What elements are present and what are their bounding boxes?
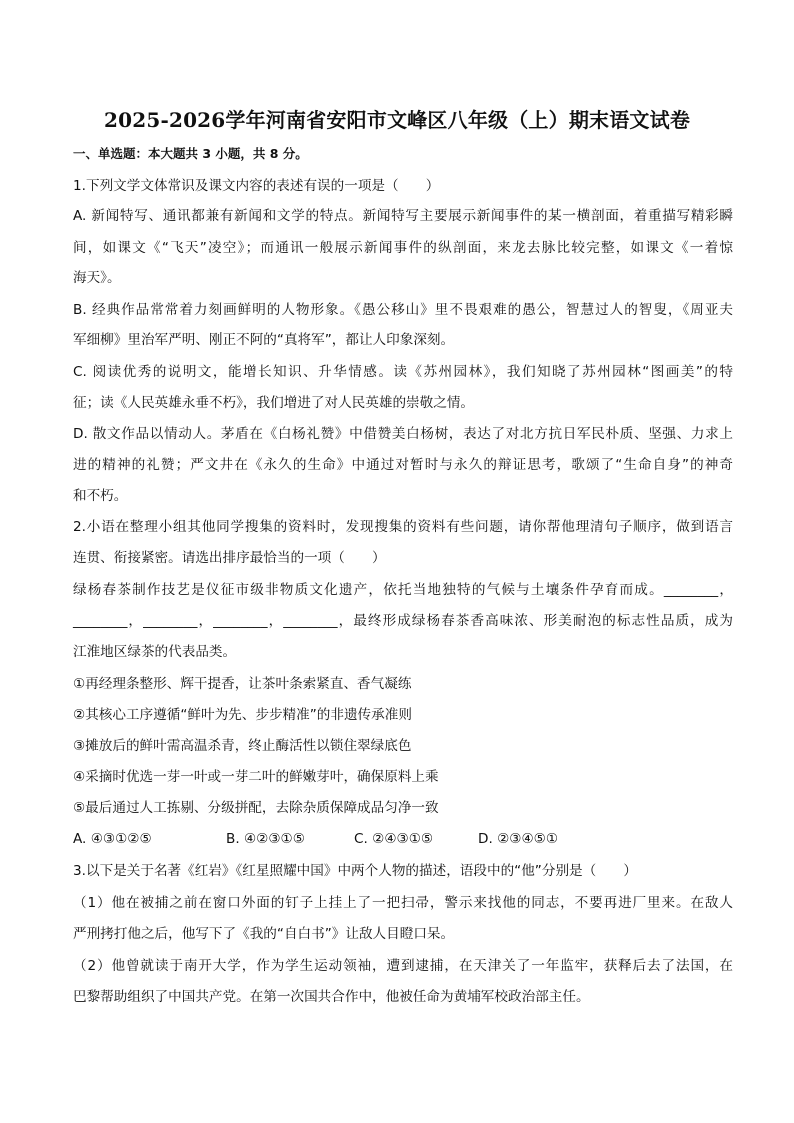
q1-option-b-line: B. 经典作品常常着力刻画鲜明的人物形象。《愚公移山》里不畏艰难的愚公，智慧过人的智叟，《周亚夫 [73, 302, 733, 318]
q2-option-a: A. ④③①②⑤ [73, 831, 152, 847]
section-heading: 一、单选题：本大题共 3 小题，共 8 分。 [73, 146, 308, 161]
q2-item: ⑤最后通过人工拣剔、分级拼配，去除杂质保障成品匀净一致 [73, 800, 439, 816]
q3-paragraph-1-line: 严刑拷打他之后，他写下了《我的“自白书”》让敌人目瞪口呆。 [73, 926, 455, 942]
q2-passage-line: 江淮地区绿茶的代表品类。 [73, 644, 237, 660]
q1-option-a-line: 间，如课文《“飞天”凌空》；而通讯一般展示新闻事件的纵剖面，来龙去脉比较完整，如课文《一着惊 [73, 240, 733, 256]
q2-option-b: B. ④②③①⑤ [226, 831, 305, 847]
q2-item: ①再经理条整形、辉干提香，让茶叶条索紧直、香气凝练 [73, 676, 412, 692]
q1-option-c-line: 征；读《人民英雄永垂不朽》，我们增进了对人民英雄的崇敬之情。 [73, 395, 475, 411]
q2-item: ②其核心工序遵循“鲜叶为先、步步精准”的非遗传承准则 [73, 707, 412, 723]
q2-item: ③摊放后的鲜叶需高温杀青，终止酶活性以锁住翠绿底色 [73, 738, 412, 754]
q3-stem: 3.以下是关于名著《红岩》《红星照耀中国》中两个人物的描述，语段中的“他”分别是（ ） [73, 863, 638, 879]
exam-title: 2025-2026学年河南省安阳市文峰区八年级（上）期末语文试卷 [103, 108, 691, 132]
q2-stem-line: 2.小语在整理小组其他同学搜集的资料时，发现搜集的资料有些问题，请你帮他理清句子顺序，做到语言 [73, 519, 733, 535]
q1-option-d-line: 和不朽。 [73, 488, 128, 504]
q1-stem: 1.下列文学文体常识及课文内容的表述有误的一项是（ ） [73, 178, 440, 194]
q1-option-d-line: D. 散文作品以情动人。茅盾在《白杨礼赞》中借赞美白杨树，表达了对北方抗日军民朴质、坚强、力求上 [73, 426, 733, 442]
q3-paragraph-2-line: （2）他曾就读于南开大学，作为学生运动领袖，遭到逮捕，在天津关了一年监牢，获释后去了法国，在 [73, 958, 733, 974]
q3-paragraph-2-line: 巴黎帮助组织了中国共产党。在第一次国共合作中，他被任命为黄埔军校政治部主任。 [73, 989, 590, 1005]
q3-paragraph-1-line: （1）他在被捕之前在窗口外面的钉子上挂上了一把扫帚，警示来找他的同志，不要再进厂里来。在敌人 [73, 895, 733, 911]
q1-option-b-line: 军细柳》里治军严明、刚正不阿的“真将军”，都让人印象深刻。 [73, 332, 455, 348]
q2-option-c: C. ②④③①⑤ [354, 831, 434, 847]
q2-option-d: D. ②③④⑤① [478, 831, 559, 847]
q1-option-d-line: 进的精神的礼赞；严文井在《永久的生命》中通过对暂时与永久的辩证思考，歌颂了“生命自身”的神奇 [73, 457, 733, 473]
q2-stem-line: 连贯、衔接紧密。请选出排序最恰当的一项（ ） [73, 550, 386, 566]
q1-option-a-line: 海天》。 [73, 270, 121, 286]
q1-option-a-line: A. 新闻特写、通讯都兼有新闻和文学的特点。新闻特写主要展示新闻事件的某一横剖面，着重描写精彩瞬 [73, 208, 733, 224]
q1-option-c-line: C. 阅读优秀的说明文，能增长知识、升华情感。读《苏州园林》，我们知晓了苏州园林“图画美”的特 [73, 364, 733, 380]
q2-item: ④采摘时优选一芽一叶或一芽二叶的鲜嫩芽叶，确保原料上乘 [73, 769, 439, 785]
q2-passage-line: 绿杨春茶制作技艺是仪征市级非物质文化遗产，依托当地独特的气候与土壤条件孕育而成。________， [73, 582, 733, 598]
q2-passage-line: ________，________，________，________，最终形成绿杨春茶香高味浓、形美耐泡的标志性品质，成为 [73, 613, 733, 629]
